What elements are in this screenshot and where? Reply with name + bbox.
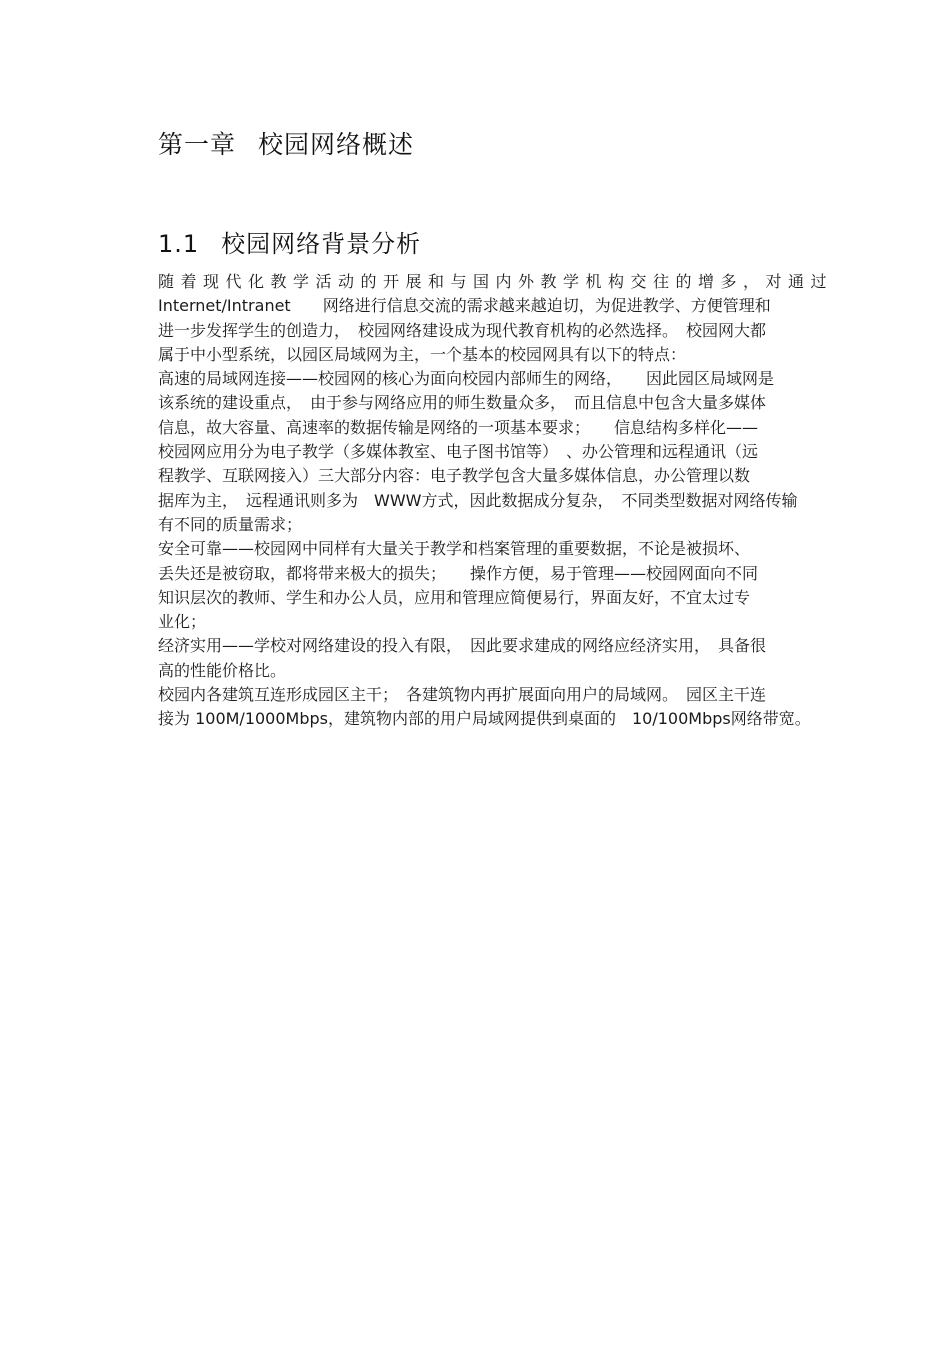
section-heading bbox=[158, 227, 421, 261]
chapter-heading bbox=[158, 128, 414, 162]
text-line: 信息，故大容量、高速率的数据传输是网络的一项基本要求； 信息结构多样化—— bbox=[158, 417, 759, 437]
text-line: 校园网应用分为电子教学（多媒体教室、电子图书馆等） 、办公管理和远程通讯（远 bbox=[158, 442, 759, 462]
text-line: 知识层次的教师、学生和办公人员，应用和管理应简便易行，界面友好，不宜太过专 bbox=[158, 587, 751, 607]
text-line: 校园内各建筑互连形成园区主干； 各建筑物内再扩展面向用户的局域网。 园区主干连 bbox=[158, 685, 767, 705]
section-title: 校园网络背景分析 bbox=[221, 230, 422, 258]
text-line: 据库为主， 远程通讯则多为 WWW方式，因此数据成分复杂， 不同类型数据对网络传输 bbox=[158, 490, 798, 510]
text-line: 丢失还是被窃取，都将带来极大的损失； 操作方便，易于管理——校园网面向不同 bbox=[158, 563, 759, 583]
text-line: 随着现代化教学活动的开展和与国内外教学机构交往的增多，对通过 bbox=[158, 272, 834, 291]
text-line: 高速的局域网连接——校园网的核心为面向校园内部师生的网络， 因此园区局域网是 bbox=[158, 369, 775, 389]
text-line: 进一步发挥学生的创造力， 校园网络建设成为现代教育机构的必然选择。 校园网大都 bbox=[158, 320, 767, 340]
text-line: 该系统的建设重点， 由于参与网络应用的师生数量众多， 而且信息中包含大量多媒体 bbox=[158, 393, 767, 413]
text-line: 经济实用——学校对网络建设的投入有限， 因此要求建成的网络应经济实用， 具备很 bbox=[158, 636, 767, 656]
text-line: 属于中小型系统，以园区局域网为主，一个基本的校园网具有以下的特点： bbox=[158, 344, 687, 364]
text-line: 接为 100M/1000Mbps，建筑物内部的用户局域网提供到桌面的 10/100Mbps网络带宽。 bbox=[158, 709, 811, 729]
section-number: 1.1 bbox=[158, 230, 200, 258]
text-line: 程教学、互联网接入）三大部分内容：电子教学包含大量多媒体信息，办公管理以数 bbox=[158, 466, 751, 486]
chapter-title: 校园网络概述 bbox=[258, 130, 415, 159]
text-line: Internet/Intranet 网络进行信息交流的需求越来越迫切，为促进教学、方便管理和 bbox=[158, 296, 771, 316]
text-line: 安全可靠——校园网中同样有大量关于教学和档案管理的重要数据，不论是被损坏、 bbox=[158, 539, 751, 559]
chapter-number: 第一章 bbox=[158, 130, 237, 159]
text-line: 有不同的质量需求； bbox=[158, 514, 303, 534]
body-text bbox=[158, 270, 858, 732]
text-line: 业化； bbox=[158, 612, 207, 632]
text-line: 高的性能价格比。 bbox=[158, 660, 287, 680]
